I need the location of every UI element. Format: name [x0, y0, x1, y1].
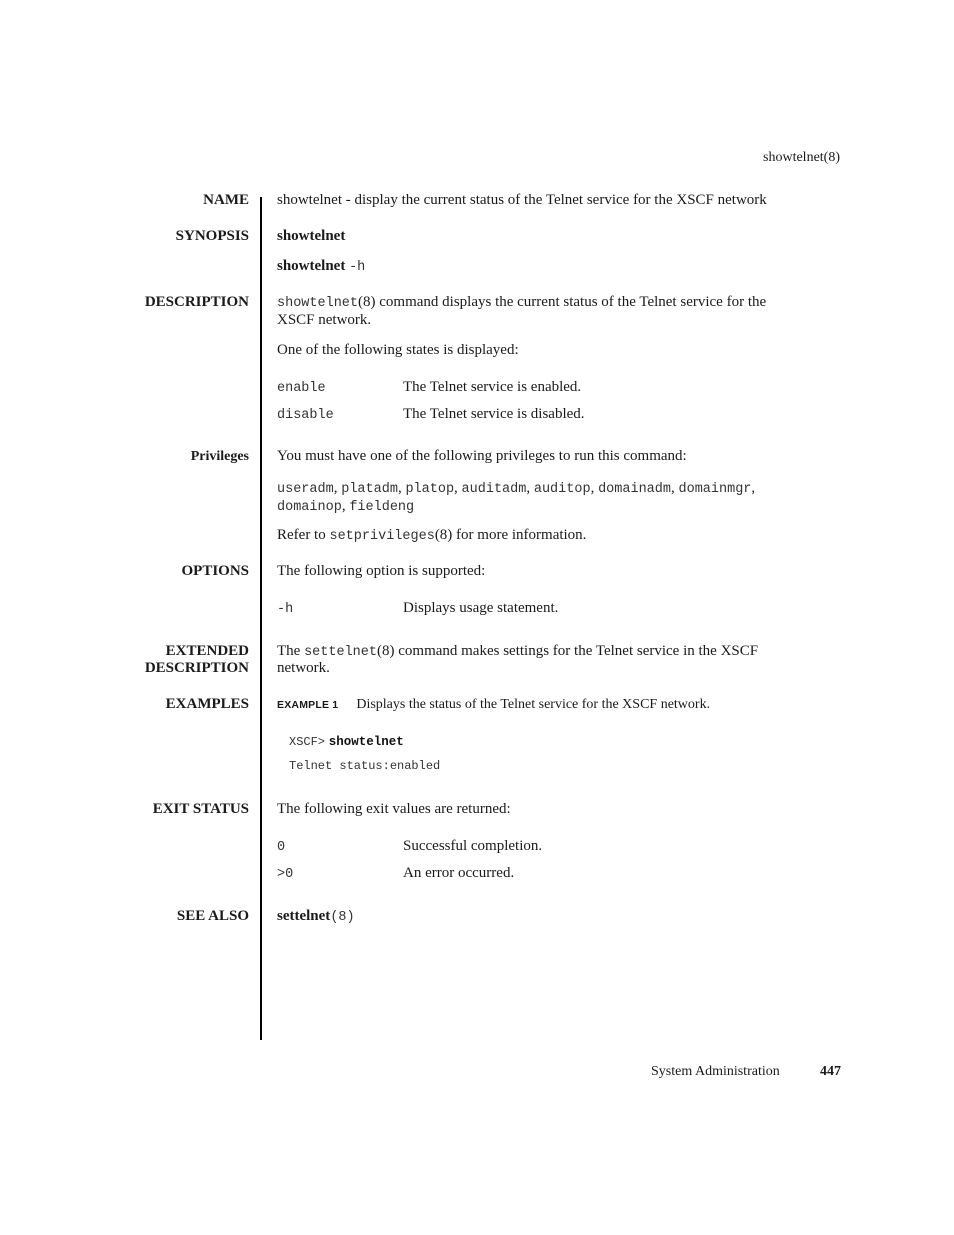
synopsis-line-2 [277, 258, 365, 275]
description-heading: DESCRIPTION [144, 294, 249, 310]
exit-value-definition: Successful completion. [403, 838, 543, 854]
exit-status-heading: EXIT STATUS [152, 801, 249, 817]
privilege: fieldeng [349, 500, 415, 515]
synopsis-command: showtelnet [277, 258, 346, 274]
state-definition: The Telnet service is disabled. [403, 406, 585, 422]
privileges-refer [277, 527, 586, 544]
option-term: -h [277, 602, 294, 617]
extended-description-text [277, 643, 758, 660]
state-definition: The Telnet service is enabled. [403, 379, 582, 395]
description-para-2: One of the following states is displayed: [277, 342, 519, 358]
privilege: platadm [341, 482, 398, 497]
example-output: Telnet status:enabled [289, 759, 441, 773]
example-command-line [289, 733, 404, 750]
option-definition: Displays usage statement. [403, 600, 559, 616]
synopsis-command: showtelnet [277, 228, 346, 244]
privileges-intro: You must have one of the following privileges to run this command: [277, 448, 687, 464]
exit-value-definition: An error occurred. [403, 865, 515, 881]
options-intro: The following option is supported: [277, 563, 486, 579]
privilege: domainop [277, 500, 342, 515]
extended-description-heading-2: DESCRIPTION [144, 660, 249, 676]
name-heading: NAME [203, 192, 249, 208]
privilege: platop [405, 482, 455, 497]
privilege: auditadm [461, 482, 527, 497]
example-prompt: XSCF> [289, 735, 326, 749]
footer-section-title: System Administration [651, 1064, 780, 1079]
see-also-section: (8) [330, 910, 355, 925]
extended-command: settelnet [304, 645, 377, 660]
description-text: (8) command displays the current status of the Telnet service for the [358, 294, 767, 310]
privileges-list-line-1: useradm, platadm, platop, auditadm, auditop, domainadm, domainmgr, [277, 480, 756, 497]
description-para-1 [277, 294, 766, 311]
privileges-list-line-2: domainop, fieldeng [277, 498, 415, 515]
see-also-reference[interactable] [277, 908, 355, 925]
examples-heading: EXAMPLES [165, 696, 249, 712]
exit-value-term: >0 [277, 867, 294, 882]
synopsis-line-1 [277, 228, 345, 245]
refer-text: Refer to [277, 527, 330, 543]
example-caption-line [277, 696, 710, 713]
description-command: showtelnet [277, 296, 359, 311]
example-command: showtelnet [328, 735, 404, 749]
extended-description-heading-1: EXTENDED [165, 643, 249, 659]
exit-value-term: 0 [277, 840, 286, 855]
state-term: enable [277, 381, 326, 396]
example-caption: Displays the status of the Telnet service for the XSCF network. [356, 697, 711, 712]
vertical-rule [260, 197, 262, 1040]
refer-text: (8) for more information. [434, 527, 587, 543]
running-header: showtelnet(8) [763, 150, 840, 165]
see-also-command: settelnet [277, 908, 331, 924]
privilege: domainmgr [678, 482, 752, 497]
synopsis-option: -h [349, 260, 366, 275]
refer-command: setprivileges [329, 529, 435, 544]
description-para-1-line-2: XSCF network. [277, 312, 372, 328]
state-term: disable [277, 408, 334, 423]
privileges-heading: Privileges [190, 449, 249, 464]
exit-status-intro: The following exit values are returned: [277, 801, 511, 817]
privilege: useradm [277, 482, 334, 497]
synopsis-heading: SYNOPSIS [175, 228, 249, 244]
options-heading: OPTIONS [181, 563, 249, 579]
privilege: domainadm [598, 482, 671, 497]
privilege: auditop [533, 482, 591, 497]
extended-description-line-2: network. [277, 660, 330, 676]
example-label: EXAMPLE 1 [277, 699, 339, 711]
see-also-heading: SEE ALSO [176, 908, 249, 924]
footer-page-number: 447 [820, 1064, 841, 1079]
extended-text: (8) command makes settings for the Telnet service in the XSCF [377, 643, 759, 659]
extended-text: The [277, 643, 305, 659]
name-text: showtelnet - display the current status of the Telnet service for the XSCF network [277, 192, 767, 208]
